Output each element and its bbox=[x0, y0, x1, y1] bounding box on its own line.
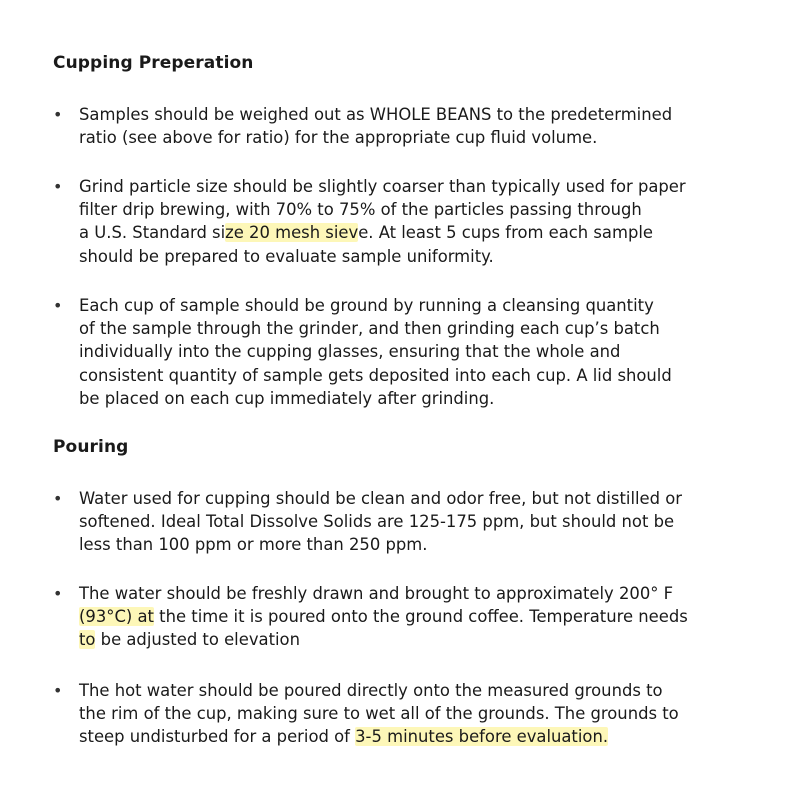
section-heading-pouring: Pouring bbox=[53, 437, 129, 457]
text-line: The hot water should be poured directly onto the measured grounds to bbox=[79, 681, 663, 700]
bullet-icon: • bbox=[53, 177, 63, 196]
bullet-icon: • bbox=[53, 105, 63, 124]
text-line: Each cup of sample should be ground by running a cleansing quantity bbox=[79, 296, 654, 315]
text-line: consistent quantity of sample gets deposited into each cup. A lid should bbox=[79, 365, 672, 385]
highlighted-text: 3-5 minutes before evaluation. bbox=[355, 727, 609, 747]
text-line: less than 100 ppm or more than 250 ppm. bbox=[79, 535, 428, 555]
bullet-icon: • bbox=[53, 296, 63, 315]
section-heading-cupping-preparation: Cupping Preperation bbox=[53, 53, 254, 73]
text-segment: steep undisturbed for a period of bbox=[79, 727, 356, 747]
text-line bbox=[79, 725, 679, 748]
bullet-icon: • bbox=[53, 681, 63, 700]
text-line: be placed on each cup immediately after grinding. bbox=[79, 388, 495, 408]
text-line: The water should be freshly drawn and brought to approximately 200° F bbox=[79, 584, 674, 603]
text-line: Samples should be weighed out as WHOLE BEANS to the predetermined bbox=[79, 105, 673, 124]
text-line: filter drip brewing, with 70% to 75% of the particles passing through bbox=[79, 200, 642, 220]
text-line: softened. Ideal Total Dissolve Solids are 125-175 ppm, but should not be bbox=[79, 512, 675, 532]
text-line: individually into the cupping glasses, ensuring that the whole and bbox=[79, 342, 621, 362]
text-line: the rim of the cup, making sure to wet all of the grounds. The grounds to bbox=[79, 704, 679, 724]
text-line: should be prepared to evaluate sample uniformity. bbox=[79, 246, 494, 266]
text-line: of the sample through the grinder, and then grinding each cup’s batch bbox=[79, 319, 660, 339]
text-line: Grind particle size should be slightly coarser than typically used for paper bbox=[79, 177, 686, 196]
text-line bbox=[79, 221, 686, 244]
text-line bbox=[79, 605, 688, 628]
text-line: Water used for cupping should be clean and odor free, but not distilled or bbox=[79, 489, 683, 508]
text-segment: a U.S. Standard si bbox=[79, 223, 226, 243]
bullet-icon: • bbox=[53, 489, 63, 508]
highlighted-text: (93°C) at bbox=[79, 607, 154, 627]
text-segment: the time it is poured onto the ground coffee. Temperature needs bbox=[153, 607, 688, 627]
text-line bbox=[79, 628, 688, 651]
text-segment: e. At least 5 cups from each sample bbox=[358, 223, 653, 243]
text-segment: be adjusted to elevation bbox=[95, 630, 300, 650]
highlighted-text: to bbox=[79, 630, 96, 650]
bullet-icon: • bbox=[53, 584, 63, 603]
text-line: ratio (see above for ratio) for the appropriate cup fluid volume. bbox=[79, 128, 598, 148]
highlighted-text: ze 20 mesh siev bbox=[225, 223, 359, 243]
